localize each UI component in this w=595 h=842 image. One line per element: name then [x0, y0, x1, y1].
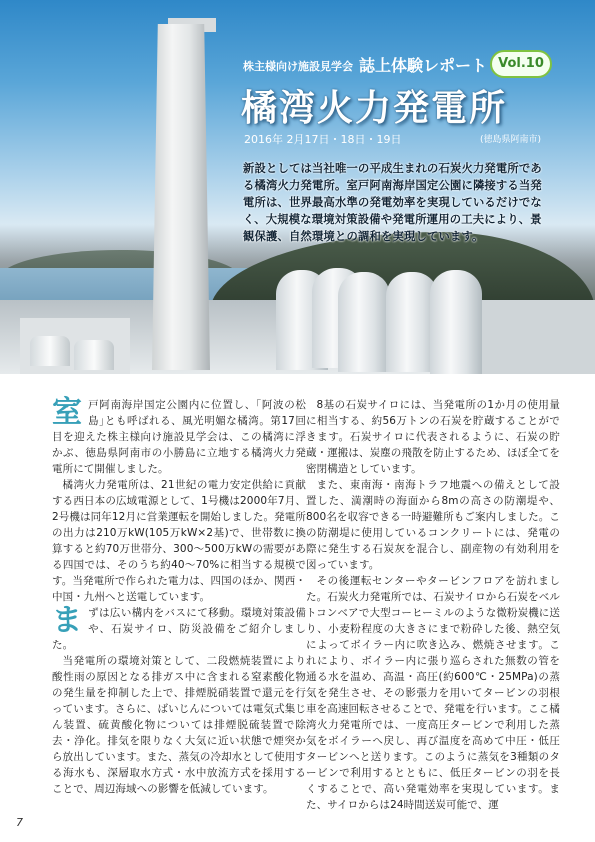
storage-tank [30, 336, 70, 366]
storage-tank [74, 340, 114, 370]
right-column [306, 397, 560, 813]
page-title: 橘湾火力発電所 [241, 88, 508, 129]
report-label: 誌上体験レポート [359, 56, 488, 75]
page-number: 7 [16, 816, 23, 829]
coal-silo [338, 272, 390, 372]
lead-paragraph: 新設としては当社唯一の平成生まれの石炭火力発電所である橘湾火力発電所。室戸阿南海岸国定公園に隣接する当発電所は、世界最高水準の発電効率を実現しているだけでなく、大規模な環境対策設備や発電所運用の工夫により、景観保護、自然環境との調和を実現しています。 [243, 162, 542, 243]
left-column [52, 397, 306, 797]
paragraph: 室戸阿南海岸国定公園内に位置し、｢阿波の松島｣とも呼ばれる、風光明媚な橘湾。第17回目を迎えた株主様向け施設見学会は、この橘湾に浮かぶ、徳島県阿南市の小勝島に立地する橘湾火力発電所にて開催しました。 [52, 395, 306, 475]
volume-badge: Vol.10 [490, 50, 552, 78]
drop-cap: 室 [52, 395, 83, 430]
series-label: 株主様向け施設見学会 [243, 60, 353, 73]
paragraph: また、東南海・南海トラフ地震への備えとして設置した、満潮時の海面から8mの高さの防潮堤や、800名を収容できる一時避難所もご案内しました。この防潮堤に使用しているコンクリートには、発電の際に発生する石炭灰を混合し、副産物の有効利用を図っています。 [306, 479, 560, 571]
location-label: (徳島県阿南市) [480, 135, 542, 145]
plant-building [480, 300, 595, 374]
coal-silo [430, 270, 482, 374]
paragraph: 当発電所の環境対策として、二段燃焼装置により酸性雨の原因となる排ガス中に含まれる窒素酸化物の発生量を抑制した上で、排煙脱硝装置で還元を行っています。さらに、ばいじんについては電気式集じん装置、硫黄酸化物については排煙脱硫装置で除去・浄化。排気を限りなく大気に近い状態で煙突から放出しています。また、蒸気の冷却水として使用する海水も、深層取水方式・水中放流方式を採用することで、周辺海域への影響を低減しています。 [52, 655, 306, 795]
drop-cap: ま [52, 603, 83, 638]
chimney [152, 24, 210, 370]
paragraph: その後運転センターやタービンフロアを訪れました。石炭火力発電所では、石炭サイロから石炭をベルトコンベアで大型コーヒーミルのような微粉炭機に送り、小麦粉程度の大きさにまで粉砕した後、熱空気によってボイラー内に吹き込み、燃焼させます。これにより、ボイラー内に張り巡らされた無数の管を通る水を温め、高温・高圧(約600℃・25MPa)の蒸気を発生させ、その影張力を用いてタービンの羽根車を高速回転させることで、発電を行います。ここ橘湾火力発電所では、一度高圧タービンで利用した蒸気をボイラーへ戻し、再び温度を高めて中圧・低圧タービンへと送ります。このように蒸気を3種類のタービンで利用するとともに、低圧タービンの羽を長くすることで、高い発電効率を実現しています。また、サイロからは24時間送炭可能で、運 [306, 575, 560, 811]
paragraph: 橘湾火力発電所は、21世紀の電力安定供給に貢献する西日本の広域電源として、1号機は2000年7月、2号機は同年12月に営業運転を開始しました。発電所の出力は210万kW(105万kW×2基)で、世帯数に換算すると約70万世帯分、300～500万kWの需要がある四国では、そのうち約40～70%に相当する規模です。当発電所で作られた電力は、四国のほか、関西・中国・九州へと送電しています。 [52, 479, 306, 603]
event-date: 2016年 2月17日・18日・19日 [244, 133, 402, 146]
paragraph: まずは広い構内をバスにて移動。環境対策設備や、石炭サイロ、防災設備をご紹介しました。 [52, 603, 306, 651]
paragraph: 8基の石炭サイロには、当発電所の1か月の使用量に相当する、約56万トンの石炭を貯蔵することができます。石炭サイロに代表されるように、石炭の貯蔵・運搬は、炭塵の飛散を防止するため、ほぼ全てを密閉構造としています。 [306, 399, 560, 475]
